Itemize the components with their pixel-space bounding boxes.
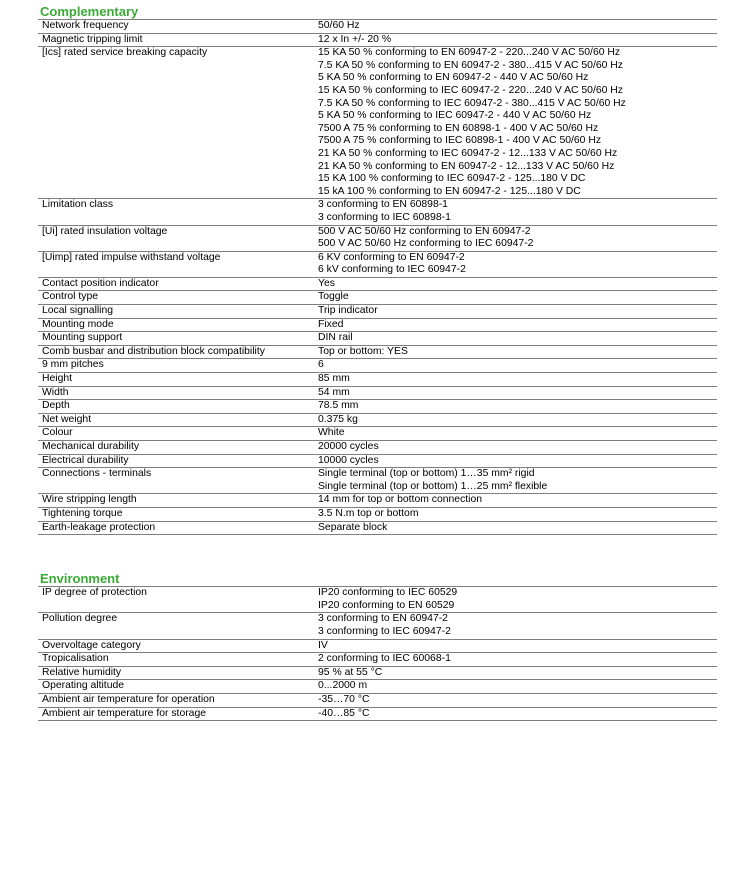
spec-label: Network frequency <box>42 20 129 31</box>
spec-value <box>314 680 717 694</box>
spec-label: Tropicalisation <box>42 653 109 665</box>
spec-label: [Ui] rated insulation voltage <box>42 225 168 237</box>
spec-value-line: 3 conforming to IEC 60947-2 <box>318 625 451 637</box>
spec-table <box>38 586 717 721</box>
spec-label: Connections - terminals <box>42 468 152 480</box>
table-row <box>38 693 717 707</box>
spec-value-line: 5 KA 50 % conforming to EN 60947-2 - 440 V AC 50/60 Hz <box>318 72 589 84</box>
table-row <box>38 680 717 694</box>
spec-value-line: 78.5 mm <box>318 400 359 412</box>
spec-value-line: 6 KV conforming to EN 60947-2 <box>318 251 465 263</box>
spec-value-line: 5 KA 50 % conforming to IEC 60947-2 - 440 V AC 50/60 Hz <box>318 110 592 122</box>
spec-value-line: 12 x In +/- 20 % <box>318 33 392 45</box>
spec-table <box>38 19 717 535</box>
table-row <box>38 225 717 251</box>
table-row <box>38 707 717 721</box>
table-row <box>38 639 717 653</box>
table-row <box>38 653 717 667</box>
spec-value <box>314 305 717 319</box>
spec-value <box>314 345 717 359</box>
spec-label: IP degree of protection <box>42 587 147 599</box>
table-row <box>38 332 717 346</box>
spec-value-line: 10000 cycles <box>318 454 379 466</box>
table-row <box>38 373 717 387</box>
table-row <box>38 318 717 332</box>
table-row <box>38 507 717 521</box>
spec-value-line: Single terminal (top or bottom) 1…25 mm² flexible <box>318 480 548 492</box>
table-row <box>38 400 717 414</box>
spec-value-line: -35…70 °C <box>318 693 370 705</box>
table-row <box>38 413 717 427</box>
spec-value-line: Yes <box>318 277 335 289</box>
spec-label: Net weight <box>42 413 92 425</box>
spec-value-line: 500 V AC 50/60 Hz conforming to EN 60947-2 <box>318 225 531 237</box>
spec-value-line: 54 mm <box>318 386 350 398</box>
spec-value-line: -40…85 °C <box>318 707 370 719</box>
table-row <box>38 386 717 400</box>
table-row <box>38 613 717 639</box>
spec-label: Tightening torque <box>42 507 123 519</box>
spec-value-line: DIN rail <box>318 332 353 344</box>
spec-value <box>314 666 717 680</box>
spec-value-line: 21 KA 50 % conforming to IEC 60947-2 - 12...133 V AC 50/60 Hz <box>318 147 618 159</box>
spec-value-line: 15 KA 50 % conforming to IEC 60947-2 - 220...240 V AC 50/60 Hz <box>318 84 623 96</box>
spec-label: Depth <box>42 400 70 412</box>
spec-value-line: Fixed <box>318 318 344 330</box>
spec-value-line: 14 mm for top or bottom connection <box>318 494 483 506</box>
spec-value <box>314 507 717 521</box>
spec-value-line: Single terminal (top or bottom) 1…35 mm² rigid <box>318 468 535 480</box>
section-title: Complementary <box>40 4 139 19</box>
spec-value-line: 6 <box>318 359 324 371</box>
spec-value-line: 500 V AC 50/60 Hz conforming to IEC 60947-2 <box>318 238 534 250</box>
spec-value <box>314 277 717 291</box>
spec-label: Local signalling <box>42 305 114 317</box>
spec-label: Overvoltage category <box>42 639 141 651</box>
spec-label: Pollution degree <box>42 613 118 625</box>
table-row <box>38 441 717 455</box>
spec-value-line: 3 conforming to EN 60947-2 <box>318 613 448 625</box>
table-row <box>38 33 717 47</box>
spec-label: Control type <box>42 291 99 303</box>
section-title: Environment <box>40 571 120 587</box>
spec-label: Ambient air temperature for storage <box>42 707 207 719</box>
spec-value <box>314 639 717 653</box>
spec-value <box>314 291 717 305</box>
spec-value-line: IP20 conforming to IEC 60529 <box>318 587 458 599</box>
spec-value-line: White <box>318 427 345 439</box>
spec-label: Contact position indicator <box>42 277 159 289</box>
table-row <box>38 454 717 468</box>
spec-label: Relative humidity <box>42 666 122 678</box>
spec-value <box>314 427 717 441</box>
spec-value-line: 6 kV conforming to IEC 60947-2 <box>318 264 466 276</box>
table-row <box>38 345 717 359</box>
table-row <box>38 251 717 277</box>
spec-value <box>314 494 717 508</box>
table-row <box>38 427 717 441</box>
spec-value <box>314 359 717 373</box>
spec-value-line: 2 conforming to IEC 60068-1 <box>318 653 451 665</box>
spec-value-line: 20000 cycles <box>318 441 379 452</box>
spec-value <box>314 318 717 332</box>
spec-label: Colour <box>42 427 73 439</box>
spec-value <box>314 251 717 277</box>
spec-value-line: 15 KA 100 % conforming to IEC 60947-2 - 125...180 V DC <box>318 173 586 185</box>
table-row <box>38 666 717 680</box>
spec-value <box>314 400 717 414</box>
spec-label: Wire stripping length <box>42 494 137 506</box>
spec-label: Width <box>42 386 69 398</box>
spec-value <box>314 693 717 707</box>
table-row <box>38 20 717 34</box>
spec-value-line: 15 KA 50 % conforming to EN 60947-2 - 220...240 V AC 50/60 Hz <box>318 47 621 59</box>
table-row <box>38 47 717 199</box>
spec-value-line: 85 mm <box>318 373 350 385</box>
spec-value-line: IP20 conforming to EN 60529 <box>318 599 455 611</box>
spec-value-line: 3.5 N.m top or bottom <box>318 507 419 519</box>
spec-value <box>314 613 717 639</box>
spec-value <box>314 468 717 494</box>
spec-value-line: 7.5 KA 50 % conforming to EN 60947-2 - 380...415 V AC 50/60 Hz <box>318 59 623 71</box>
spec-value-line: 21 KA 50 % conforming to EN 60947-2 - 12...133 V AC 50/60 Hz <box>318 160 615 172</box>
spec-label: Operating altitude <box>42 680 125 692</box>
spec-value-line: Trip indicator <box>318 305 378 317</box>
spec-label: Mounting support <box>42 332 123 344</box>
section-complementary <box>0 4 754 535</box>
spec-label: Electrical durability <box>42 454 129 466</box>
spec-value-line: 7.5 KA 50 % conforming to IEC 60947-2 - 380...415 V AC 50/60 Hz <box>318 97 626 109</box>
spec-value-line: IV <box>318 639 328 651</box>
table-row <box>38 305 717 319</box>
spec-value <box>314 441 717 455</box>
spec-value <box>314 707 717 721</box>
spec-value-line: Separate block <box>318 521 388 533</box>
spec-value <box>314 454 717 468</box>
spec-label: Earth-leakage protection <box>42 521 156 533</box>
table-row <box>38 587 717 613</box>
spec-value <box>314 199 717 225</box>
spec-label: Mounting mode <box>42 318 114 330</box>
spec-label: 9 mm pitches <box>42 359 104 371</box>
spec-value-line: 50/60 Hz <box>318 20 360 31</box>
spec-label: Limitation class <box>42 199 114 211</box>
spec-value-line: 7500 A 75 % conforming to IEC 60898-1 - 400 V AC 50/60 Hz <box>318 135 602 147</box>
spec-value <box>314 413 717 427</box>
table-row <box>38 494 717 508</box>
spec-label: [Uimp] rated impulse withstand voltage <box>42 251 221 263</box>
spec-label: Magnetic tripping limit <box>42 33 143 45</box>
spec-value <box>314 386 717 400</box>
spec-value <box>314 33 717 47</box>
spec-label: [Ics] rated service breaking capacity <box>42 47 208 59</box>
spec-value-line: Toggle <box>318 291 349 303</box>
spec-value-line: Top or bottom: YES <box>318 345 408 357</box>
spec-value-line: 15 kA 100 % conforming to EN 60947-2 - 125...180 V DC <box>318 185 581 197</box>
spec-value <box>314 373 717 387</box>
spec-value <box>314 47 717 199</box>
table-row <box>38 359 717 373</box>
spec-value <box>314 225 717 251</box>
spec-label: Comb busbar and distribution block compatibility <box>42 345 265 357</box>
table-row <box>38 468 717 494</box>
table-row <box>38 199 717 225</box>
spec-page <box>0 4 754 721</box>
spec-value <box>314 587 717 613</box>
spec-value <box>314 20 717 34</box>
table-row <box>38 521 717 535</box>
spec-label: Ambient air temperature for operation <box>42 693 215 705</box>
spec-value-line: 3 conforming to EN 60898-1 <box>318 199 448 211</box>
spec-value-line: 0.375 kg <box>318 413 358 425</box>
spec-value-line: 7500 A 75 % conforming to EN 60898-1 - 400 V AC 50/60 Hz <box>318 122 599 134</box>
spec-value <box>314 521 717 535</box>
spec-value <box>314 332 717 346</box>
spec-value-line: 0...2000 m <box>318 680 368 692</box>
spec-label: Height <box>42 373 73 385</box>
table-row <box>38 277 717 291</box>
table-row <box>38 291 717 305</box>
spec-value-line: 95 % at 55 °C <box>318 666 383 678</box>
spec-label: Mechanical durability <box>42 441 140 452</box>
spec-value-line: 3 conforming to IEC 60898-1 <box>318 211 451 223</box>
spec-value <box>314 653 717 667</box>
section-environment <box>0 571 754 721</box>
